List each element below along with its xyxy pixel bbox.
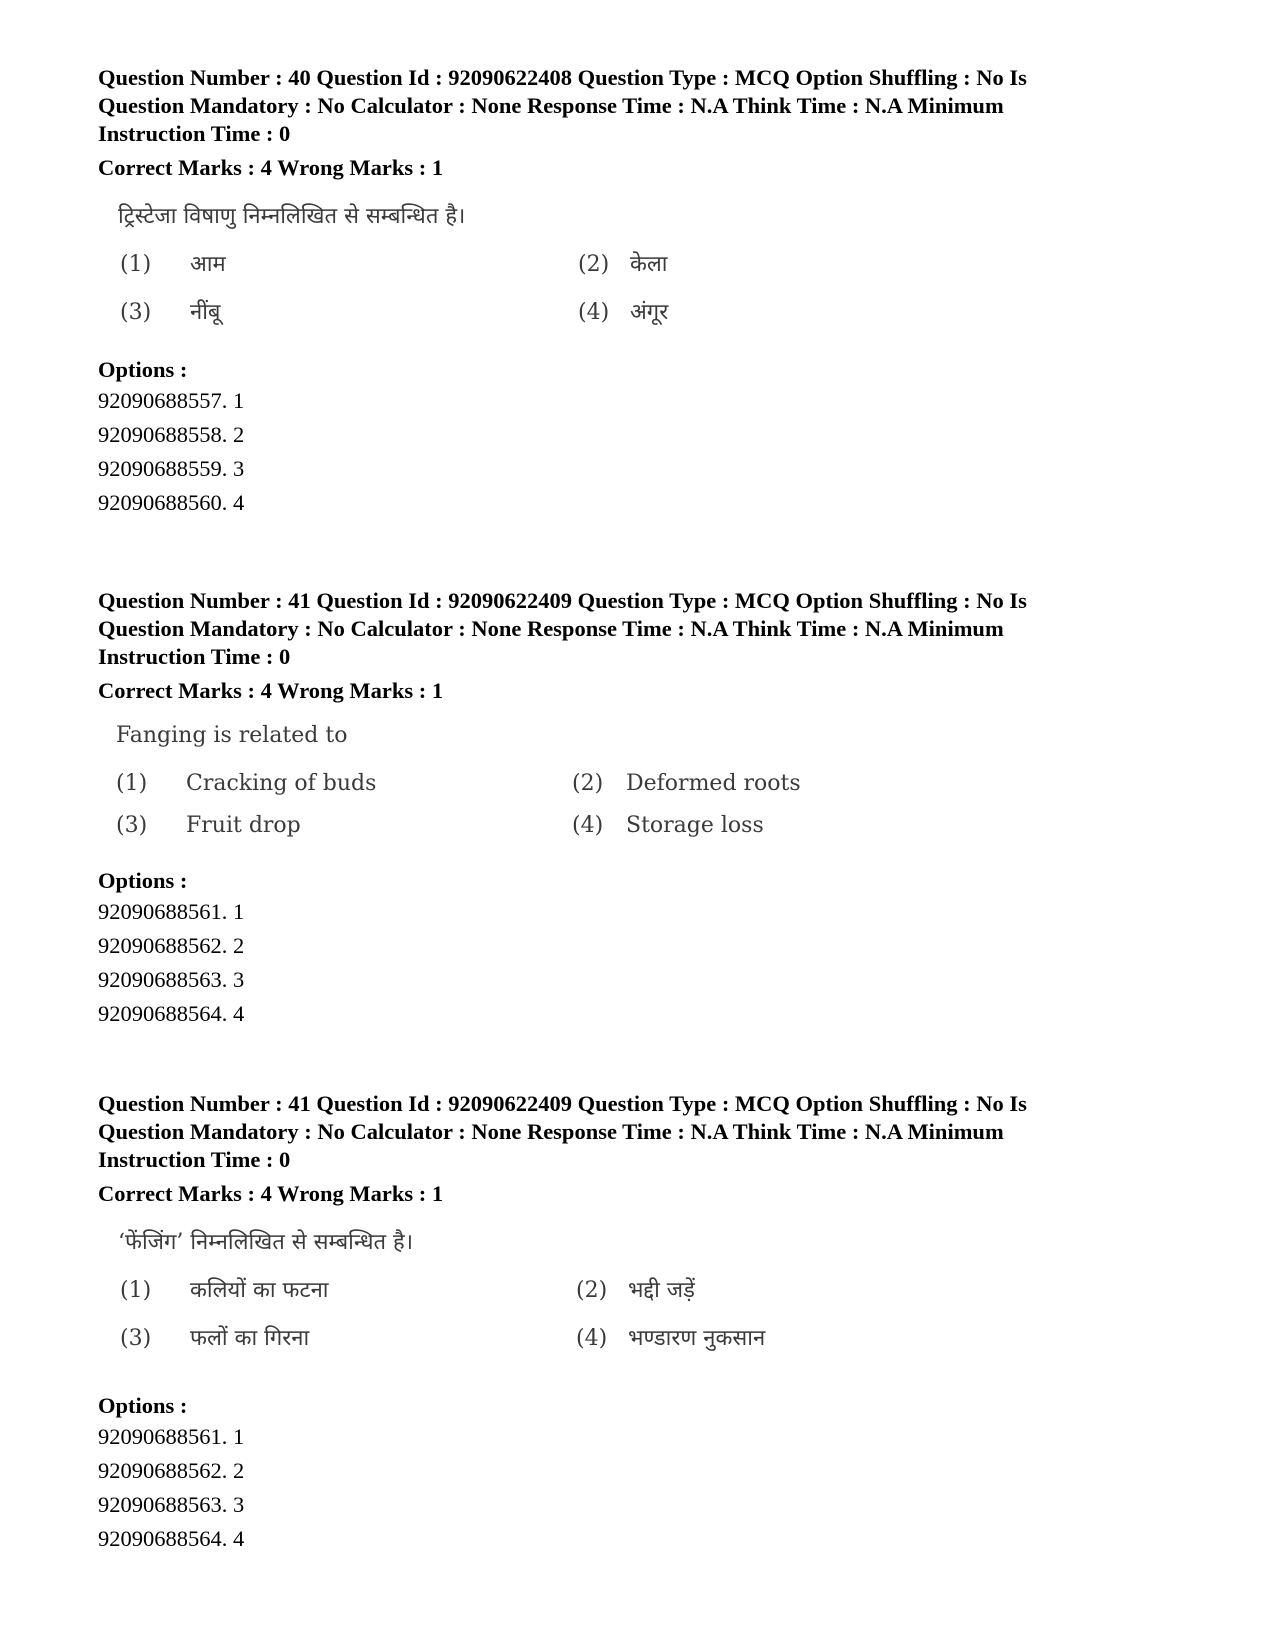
choice-text: आम xyxy=(190,252,226,277)
choice-number: (1) xyxy=(120,252,152,277)
choice-text: अंगूर xyxy=(630,300,669,325)
question-block xyxy=(98,1090,1188,1556)
option-line: 92090688560. 4 xyxy=(98,490,245,515)
choice-number: (3) xyxy=(116,813,148,838)
option-line: 92090688559. 3 xyxy=(98,456,245,481)
question-text: ट्रिस्टेजा विषाणु निम्नलिखित से सम्बन्धित है। xyxy=(118,204,466,229)
choice xyxy=(120,296,220,326)
question-block xyxy=(98,64,1188,520)
choice-text: Storage loss xyxy=(626,813,764,838)
choice-number: (2) xyxy=(578,252,610,277)
question-block xyxy=(98,587,1188,1031)
option-line: 92090688557. 1 xyxy=(98,388,245,413)
options-label: Options : xyxy=(98,357,188,382)
choice-text: Deformed roots xyxy=(626,771,801,796)
choice xyxy=(572,813,764,838)
option-line: 92090688563. 3 xyxy=(98,1492,245,1517)
choice xyxy=(572,771,801,796)
choice xyxy=(120,1274,329,1304)
option-line: 92090688562. 2 xyxy=(98,933,245,958)
choice-number: (2) xyxy=(576,1278,608,1303)
question-text: Fanging is related to xyxy=(116,723,348,748)
choice-number: (1) xyxy=(120,1278,152,1303)
choice xyxy=(576,1274,695,1304)
question-meta: Question Number : 40 Question Id : 92090622408 Question Type : MCQ Option Shuffling : No Is Question Mandatory : No Calculator : None Response Time : N.A Think Time : N.A Minimum Instruction Time : 0 xyxy=(98,65,1027,146)
question-meta: Question Number : 41 Question Id : 92090622409 Question Type : MCQ Option Shuffling : No Is Question Mandatory : No Calculator : None Response Time : N.A Think Time : N.A Minimum Instruction Time : 0 xyxy=(98,1091,1027,1172)
choice-number: (4) xyxy=(576,1326,608,1351)
choice-text: Fruit drop xyxy=(186,813,301,838)
choice-text: भण्डारण नुकसान xyxy=(628,1326,766,1351)
question-meta: Question Number : 41 Question Id : 92090622409 Question Type : MCQ Option Shuffling : No Is Question Mandatory : No Calculator : None Response Time : N.A Think Time : N.A Minimum Instruction Time : 0 xyxy=(98,588,1027,669)
option-line: 92090688564. 4 xyxy=(98,1526,245,1551)
option-line: 92090688561. 1 xyxy=(98,899,245,924)
option-line: 92090688558. 2 xyxy=(98,422,245,447)
choice-number: (1) xyxy=(116,771,148,796)
question-image xyxy=(98,719,1188,859)
question-image xyxy=(98,1222,1188,1382)
choice-number: (4) xyxy=(578,300,610,325)
question-image xyxy=(98,196,1188,346)
choice-number: (3) xyxy=(120,1326,152,1351)
question-marks: Correct Marks : 4 Wrong Marks : 1 xyxy=(98,155,444,180)
choice xyxy=(578,248,668,278)
choice-number: (4) xyxy=(572,813,604,838)
choice-text: फलों का गिरना xyxy=(190,1326,310,1351)
choice-text: Cracking of buds xyxy=(186,771,377,796)
choice xyxy=(578,296,668,326)
choice xyxy=(116,813,301,838)
option-line: 92090688561. 1 xyxy=(98,1424,245,1449)
option-line: 92090688562. 2 xyxy=(98,1458,245,1483)
choice xyxy=(116,771,376,796)
choice-number: (3) xyxy=(120,300,152,325)
option-line: 92090688564. 4 xyxy=(98,1001,245,1026)
question-text: ‘फेंजिंग’ निम्नलिखित से सम्बन्धित है। xyxy=(118,1230,414,1255)
choice-text: नींबू xyxy=(190,300,221,325)
question-marks: Correct Marks : 4 Wrong Marks : 1 xyxy=(98,1181,444,1206)
options-label: Options : xyxy=(98,1393,188,1418)
options-label: Options : xyxy=(98,868,188,893)
option-line: 92090688563. 3 xyxy=(98,967,245,992)
choice xyxy=(576,1322,765,1352)
choice-text: भद्दी जड़ें xyxy=(628,1278,695,1303)
question-marks: Correct Marks : 4 Wrong Marks : 1 xyxy=(98,678,444,703)
choice-text: कलियों का फटना xyxy=(190,1278,329,1303)
choice xyxy=(120,1322,309,1352)
choice-number: (2) xyxy=(572,771,604,796)
choice-text: केला xyxy=(630,252,668,277)
choice xyxy=(120,248,226,278)
